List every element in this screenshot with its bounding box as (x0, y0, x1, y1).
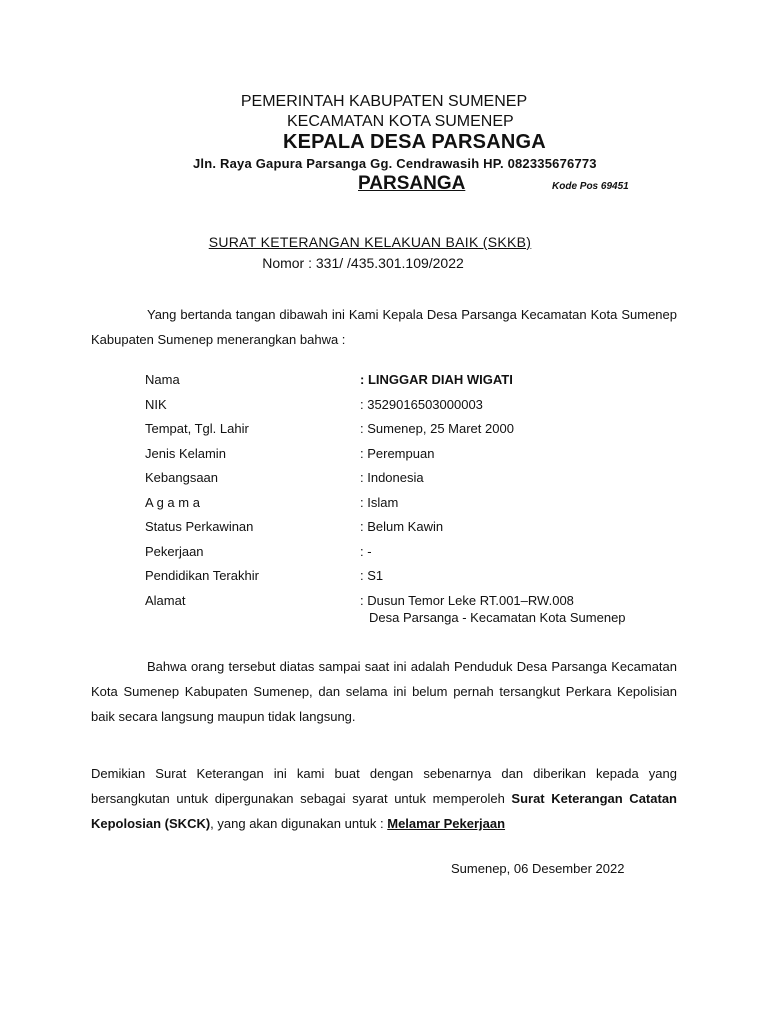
field-label: Pendidikan Terakhir (145, 568, 259, 583)
field-value: : Islam (360, 494, 399, 510)
field-row (145, 491, 685, 516)
purpose-text: Melamar Pekerjaan (387, 816, 506, 831)
letter-date: Sumenep, 06 Desember 2022 (451, 861, 625, 876)
closing-text-2: , yang akan digunakan untuk : (210, 816, 388, 831)
field-row (145, 368, 685, 393)
personal-data-list (145, 368, 685, 613)
field-value: : Perempuan (360, 445, 435, 461)
letterhead-postal-code: Kode Pos 69451 (552, 181, 629, 192)
field-value: : - (360, 543, 372, 559)
field-row (145, 393, 685, 418)
letterhead-village-name: PARSANGA (358, 173, 466, 194)
field-label: Alamat (145, 592, 186, 608)
letterhead-government: PEMERINTAH KABUPATEN SUMENEP (240, 93, 528, 110)
field-value: : Dusun Temor Leke RT.001–RW.008 (360, 592, 574, 608)
field-value: : S1 (360, 568, 384, 583)
field-row (145, 417, 685, 442)
field-value: : Indonesia (360, 470, 424, 485)
field-label: Status Perkawinan (145, 519, 254, 534)
field-label: Pekerjaan (145, 543, 204, 559)
field-label: Nama (145, 372, 180, 387)
letter-title: SURAT KETERANGAN KELAKUAN BAIK (SKKB) (208, 234, 532, 250)
letter-number: Nomor : 331/ /435.301.109/2022 (262, 255, 464, 271)
field-label: A g a m a (145, 494, 200, 510)
letterhead-village-head: KEPALA DESA PARSANGA (283, 131, 546, 153)
field-label: Tempat, Tgl. Lahir (145, 421, 249, 436)
letterhead-district: KECAMATAN KOTA SUMENEP (287, 113, 514, 130)
closing-paragraph (91, 761, 677, 836)
field-label: Kebangsaan (145, 470, 219, 485)
field-row (145, 515, 685, 540)
intro-paragraph: Yang bertanda tangan dibawah ini Kami Kepala Desa Parsanga Kecamatan Kota Sumenep Kabupaten Sumenep menerangkan bahwa : (91, 307, 677, 347)
field-value: : 3529016503000003 (360, 396, 483, 412)
field-row (145, 442, 685, 467)
statement-paragraph: Bahwa orang tersebut diatas sampai saat ini adalah Penduduk Desa Parsanga Kecamatan Kota Sumenep Kabupaten Sumenep, dan selama ini belum pernah tersangkut Perkara Kepolisian baik secara langsung maupun tidak langsung. (91, 659, 677, 724)
letterhead-address: Jln. Raya Gapura Parsanga Gg. Cendrawasih HP. 082335676773 (193, 156, 597, 171)
field-value: : Belum Kawin (360, 519, 444, 534)
field-value: : LINGGAR DIAH WIGATI (360, 372, 513, 387)
skck-term: Surat Keterangan Catatan Kepolosian (SKCK) (91, 791, 677, 831)
field-row (145, 564, 685, 589)
field-label: NIK (145, 396, 167, 412)
field-label: Jenis Kelamin (145, 445, 226, 461)
closing-text: Demikian Surat Keterangan ini kami buat dengan sebenarnya dan diberikan kepada yang bersangkutan untuk dipergunakan sebagai syarat untuk memperoleh (91, 766, 677, 806)
field-row (145, 540, 685, 565)
address-continuation: Desa Parsanga - Kecamatan Kota Sumenep (369, 610, 626, 625)
field-value: : Sumenep, 25 Maret 2000 (360, 421, 514, 436)
field-row (145, 466, 685, 491)
